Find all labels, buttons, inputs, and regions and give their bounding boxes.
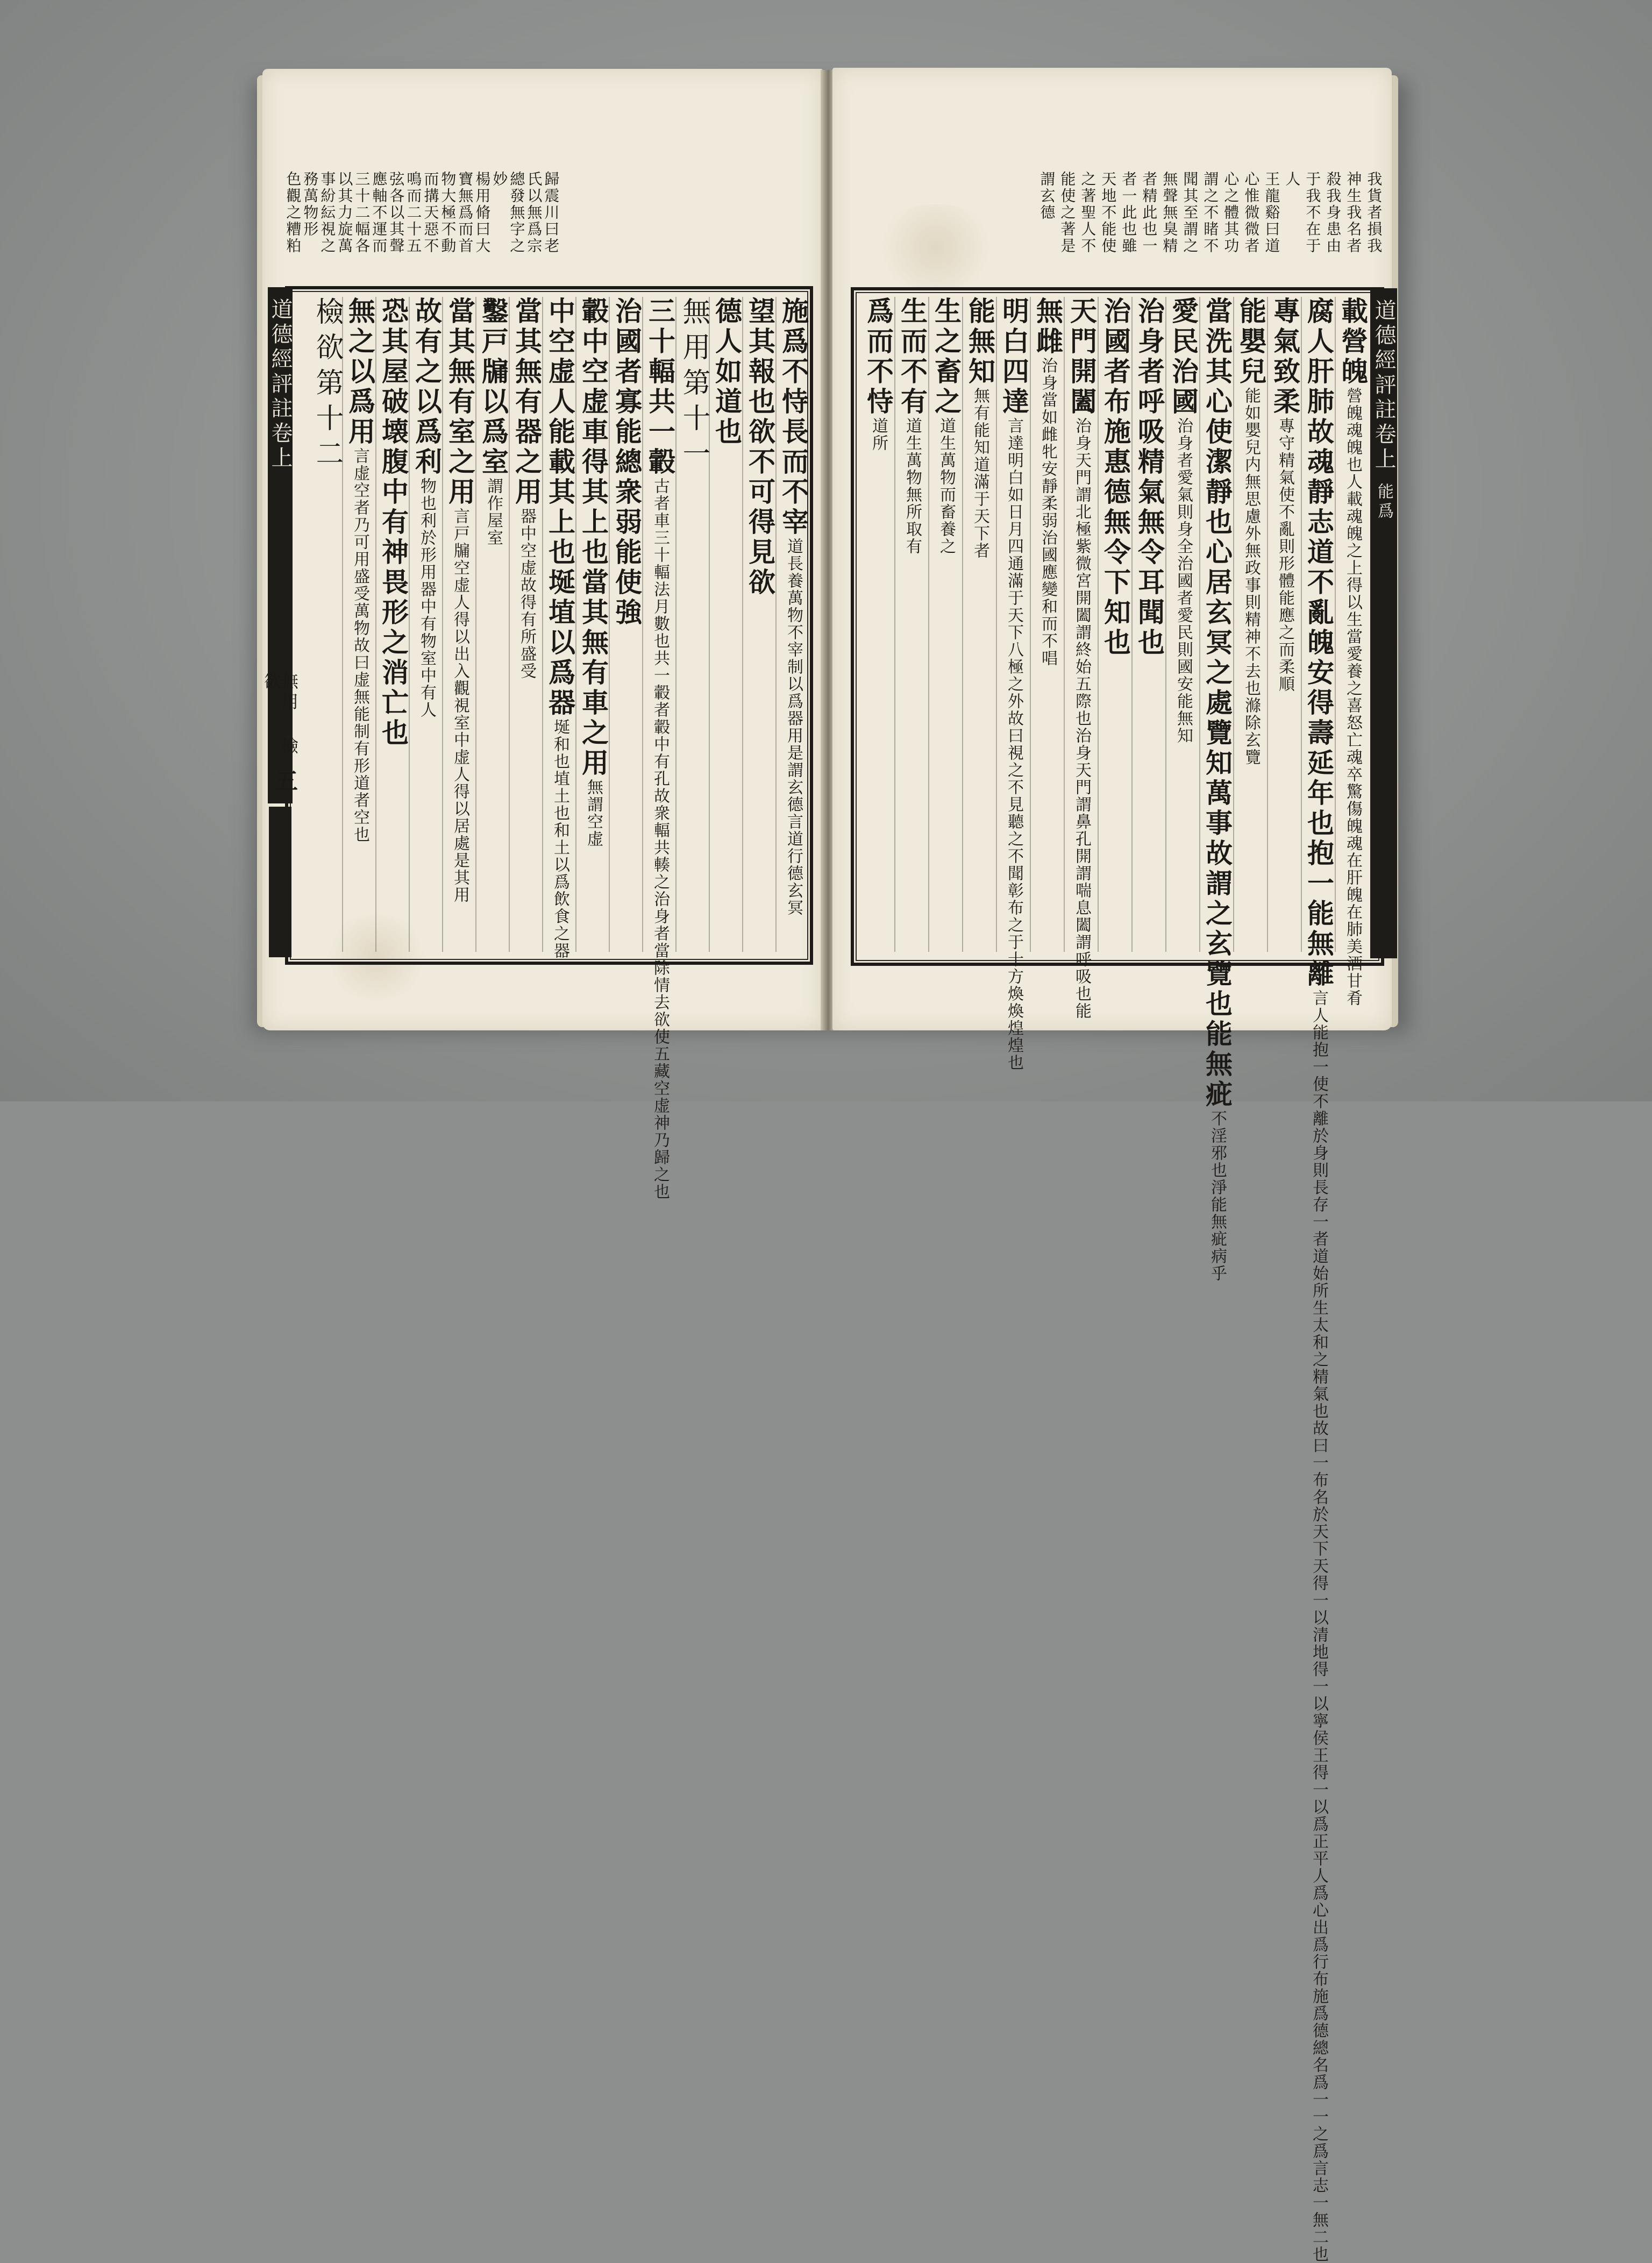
scripture-text: 三十輻共一轂	[644, 297, 676, 478]
chapter-heading: 無用第十一	[678, 297, 710, 474]
scripture-text: 鑿戸牖以爲室	[478, 297, 509, 478]
scripture-text: 能無知	[964, 297, 996, 387]
commentary-note: 治身當如雌牝安靜柔弱治國應變和而不唱	[1038, 357, 1057, 667]
text-column	[865, 297, 892, 952]
margin-note-column: 聞其至謂之	[1181, 171, 1199, 254]
text-column	[1167, 297, 1199, 952]
text-column	[380, 297, 407, 952]
scripture-text: 當洗其心使潔靜也心居玄冥之處覽知萬事故謂之玄覽也能無疵	[1201, 297, 1233, 1110]
margin-note-column: 事紛紜視之	[318, 171, 337, 254]
commentary-note: 無有能知道滿于天下者	[971, 387, 989, 559]
text-column	[1136, 297, 1163, 952]
commentary-note: 能如嬰兒内無思慮外無政事則精神不去也滌除玄覽	[1242, 387, 1261, 766]
band-title: 道德經評註卷上	[1371, 299, 1396, 472]
scripture-text: 當其無有室之用	[444, 297, 476, 508]
margin-note-column: 歸震川曰老	[542, 171, 560, 254]
margin-note-column: 物大極不動	[439, 171, 457, 254]
text-column	[411, 297, 443, 952]
scripture-text: 當其無有器之用	[511, 297, 543, 508]
text-column	[1032, 297, 1064, 952]
column-rule	[1233, 297, 1234, 952]
right-center-band	[1370, 288, 1397, 958]
column-rule	[996, 297, 997, 952]
commentary-note: 不淫邪也淨能無疵病乎	[1208, 1110, 1227, 1282]
margin-note-column: 寶無爲而首	[456, 171, 474, 254]
commentary-note: 道生萬物而畜養之	[937, 417, 956, 555]
text-column	[1201, 297, 1233, 1282]
scripture-text: 愛民治國	[1167, 297, 1199, 417]
column-rule	[1131, 297, 1133, 952]
left-center-band-section	[261, 667, 299, 774]
column-rule	[1335, 297, 1336, 952]
scripture-text: 施爲不恃長而不宰	[778, 297, 809, 538]
text-column	[644, 297, 676, 1200]
commentary-note: 營魄魂魄也人載魂魄之上得以生當愛養之喜怒亡魂卒驚傷魄魂在肝魄在肺美酒甘肴	[1343, 387, 1362, 1007]
text-column	[744, 297, 776, 952]
scripture-text: 能嬰兒	[1235, 297, 1267, 387]
margin-note-column: 鳴而二十五	[404, 171, 423, 254]
commentary-note: 道長養萬物不宰制以爲器用是謂玄德言道行德玄冥	[784, 538, 803, 916]
text-column	[896, 297, 928, 952]
margin-note-column: 而搆天惡不	[422, 171, 440, 254]
text-column	[611, 297, 643, 952]
band-section: 能爲	[1375, 483, 1393, 522]
commentary-note: 埏和也埴土也和土以爲飲食之器	[551, 718, 569, 959]
margin-note-column: 以其力旋萬	[336, 171, 354, 254]
margin-note-column: 總發無字之	[508, 171, 526, 254]
scripture-text: 治身者呼吸精氣無令耳聞也	[1134, 297, 1165, 658]
margin-note-column: 色觀之糟粕	[284, 171, 302, 254]
margin-note-column: 于我不在于	[1304, 171, 1322, 254]
left-band-tail	[269, 807, 291, 957]
scripture-text: 故有之以爲利	[411, 297, 443, 478]
margin-note-column: 我貨者損我	[1365, 171, 1383, 254]
margin-note-column: 人	[1283, 171, 1301, 188]
commentary-note: 治身天門謂北極紫微宮開闔謂終始五際也治身天門謂鼻孔開謂喘息闔謂呼吸也能	[1072, 417, 1091, 1020]
margin-note-column: 謂玄德	[1038, 171, 1056, 221]
margin-note-column: 能使之著是	[1058, 171, 1077, 254]
margin-note-column: 氏以無爲宗	[525, 171, 543, 254]
commentary-note: 專守精氣使不亂則形體能應之而柔順	[1276, 417, 1294, 693]
column-rule	[1199, 297, 1200, 952]
column-rule	[1098, 297, 1099, 952]
margin-note-column: 王龍谿曰道	[1263, 171, 1281, 254]
text-column	[1235, 297, 1267, 952]
text-column	[1269, 297, 1301, 952]
margin-note-column: 無聲無臭精	[1160, 171, 1179, 254]
text-column	[313, 297, 341, 952]
scripture-text: 生而不有	[896, 297, 928, 417]
margin-note-column: 心惟微微者	[1242, 171, 1261, 254]
margin-note-column: 之著聖人不	[1079, 171, 1097, 254]
text-column	[344, 297, 376, 952]
text-column	[544, 297, 576, 959]
text-column	[930, 297, 962, 952]
text-column	[680, 297, 708, 952]
scripture-text: 中空虚人能載其上也埏埴以爲器	[544, 297, 576, 718]
margin-note-column: 應軸不運而	[370, 171, 388, 254]
margin-note-column: 者精此也一	[1140, 171, 1158, 254]
margin-note-column: 務萬物形	[301, 171, 319, 238]
scripture-text: 轂中空虚車得其上也當其無有車之用	[578, 297, 609, 779]
margin-note-column: 謂之不睹不	[1201, 171, 1220, 254]
scripture-text: 望其報也欲不可得見欲	[744, 297, 776, 598]
margin-note-column: 神生我名者	[1344, 171, 1363, 254]
margin-note-column: 弦各以其聲	[387, 171, 405, 254]
text-column	[1337, 297, 1369, 1007]
commentary-note: 謂作屋室	[484, 478, 503, 546]
commentary-note: 物也利於形用器中有物室中有人	[417, 478, 436, 718]
scripture-text: 恐其屋破壊腹中有神畏形之消亡也	[378, 297, 409, 749]
scripture-text: 治國者寡能總衆弱能使強	[611, 297, 643, 628]
paper-stain	[871, 204, 1000, 290]
commentary-note: 古者車三十輻法月數也共一轂者轂中有孔故衆輻共輳之治身者當除情去欲使五藏空虚神乃歸之也	[651, 478, 670, 1200]
text-column	[998, 297, 1030, 1071]
scripture-text: 無之以爲用	[344, 297, 376, 447]
column-rule	[962, 297, 963, 952]
scripture-text: 腐人肝肺故魂靜志道不亂魄安得壽延年也抱一能無離	[1303, 297, 1335, 990]
scripture-text: 德人如道也	[711, 297, 743, 447]
column-rule	[894, 297, 895, 952]
margin-note-column: 殺我身患由	[1324, 171, 1342, 254]
text-column	[444, 297, 476, 952]
scripture-text: 爲而不恃	[863, 297, 894, 417]
column-rule	[1030, 297, 1031, 952]
column-rule	[928, 297, 929, 952]
text-column	[511, 297, 543, 952]
margin-note-column: 三十二幅各	[353, 171, 371, 254]
scripture-text: 載營魄	[1337, 297, 1369, 387]
scripture-text: 生之畜之	[930, 297, 962, 417]
text-column	[1102, 297, 1129, 952]
column-rule	[1267, 297, 1268, 952]
scripture-text: 無雌	[1032, 297, 1064, 357]
margin-note-column: 天地不能使	[1099, 171, 1117, 254]
column-rule	[1064, 297, 1065, 952]
text-column	[580, 297, 607, 952]
text-column	[1066, 297, 1098, 1020]
column-rule	[1165, 297, 1166, 952]
chapter-heading: 檢欲第十二	[311, 297, 343, 474]
band-section: 無用 檢欲	[261, 672, 299, 757]
margin-note-column: 者一此也雖	[1120, 171, 1138, 254]
commentary-note: 言達明白如日月四通滿于天下八極之外故曰視之不見聽之不聞彰布之于十方煥煥煌煌也	[1005, 417, 1023, 1071]
commentary-note: 言戸牖空虚人得以出入觀視室中虚人得以居處是其用	[451, 508, 469, 903]
commentary-note: 言人能抱一使不離於身則長存一者道始所生太和之精氣也故曰一布名於天下天得一以清地得一以寧侯王得一以爲正平人爲心出爲行布施爲德總名爲一一之爲言志一無二也	[1309, 990, 1328, 2263]
scripture-text: 天門開闔	[1066, 297, 1098, 417]
commentary-note: 道生萬物無所取有	[903, 417, 922, 555]
text-column	[780, 297, 807, 952]
scripture-text: 治國者布施惠德無令下知也	[1100, 297, 1131, 658]
scripture-text: 明白四達	[998, 297, 1030, 417]
page-number: 五	[272, 769, 298, 792]
commentary-note: 器中空虚故得有所盛受	[517, 508, 536, 680]
commentary-note: 無謂空虚	[584, 779, 603, 848]
text-column	[480, 297, 507, 952]
text-column	[711, 297, 743, 952]
text-column	[1303, 297, 1335, 2263]
commentary-note: 言虚空者乃可用盛受萬物故曰虚無能制有形道者空也	[351, 447, 369, 843]
margin-note-column: 心之體其功	[1222, 171, 1240, 254]
text-column	[964, 297, 996, 952]
commentary-note: 道所	[869, 417, 888, 452]
commentary-note: 治身者愛氣則身全治國者愛民則國安能無知	[1174, 417, 1193, 744]
scripture-text: 專氣致柔	[1269, 297, 1301, 417]
column-rule	[1301, 297, 1302, 952]
margin-note-column: 妙	[490, 171, 509, 188]
band-title: 道德經評註卷上	[268, 298, 293, 471]
margin-note-column: 楊用脩曰大	[473, 171, 492, 254]
